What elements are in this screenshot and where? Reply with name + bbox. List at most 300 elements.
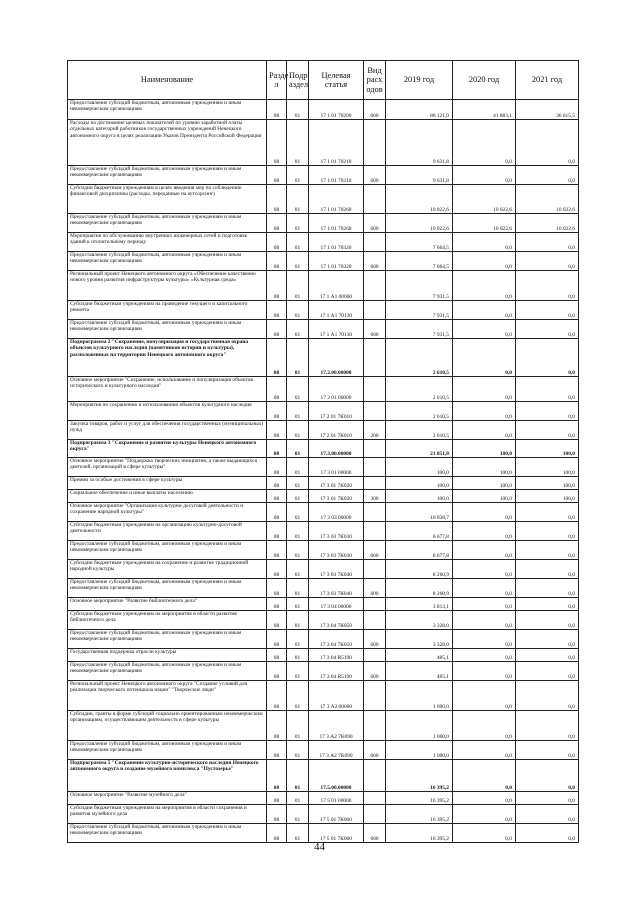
row-section: 08 (267, 166, 287, 185)
row-value-2019: 3 328,0 (386, 611, 453, 630)
row-name: Основное мероприятие "Поддержка творческих инициатив, а также выдающихся деятелей, организаций в сфере культуры" (68, 458, 267, 477)
row-expense-type (364, 301, 386, 320)
row-subsection: 01 (287, 522, 309, 541)
row-name: Субсидии бюджетным учреждениям на сохранение и развитие традиционной народной культуры (68, 560, 267, 579)
table-row (68, 503, 579, 522)
table-row (68, 611, 579, 630)
row-value-2021: 0,0 (516, 760, 579, 792)
row-value-2021: 100,0 (516, 458, 579, 477)
row-value-2019: 100,0 (386, 490, 453, 503)
row-target-article: 17 1 А1 70130 (309, 320, 364, 339)
row-target-article: 17 1 01 70260 (309, 214, 364, 233)
row-name: Мероприятия по обслуживанию внутренних инженерных сетей и подготовке зданий к отопительному периоду (68, 233, 267, 252)
row-value-2019: 1 000,0 (386, 741, 453, 760)
row-subsection: 01 (287, 214, 309, 233)
row-expense-type (364, 560, 386, 579)
table-row (68, 377, 579, 402)
row-subsection: 01 (287, 579, 309, 598)
row-name: Региональный проект Ненецкого автономного округа «Обеспечение качественно нового уровня развития инфраструктуры культуры» «Культурная среда» (68, 271, 267, 301)
row-section: 08 (267, 339, 287, 377)
table-row (68, 477, 579, 490)
row-value-2019: 10 022,6 (386, 185, 453, 214)
row-subsection: 01 (287, 120, 309, 166)
row-value-2019: 16 938,7 (386, 503, 453, 522)
header-2019: 2019 год (386, 61, 453, 100)
row-expense-type: 600 (364, 630, 386, 649)
row-name: Основное мероприятие "Сохранение, использование и популяризация объектов исторического и культурного наследия" (68, 377, 267, 402)
table-row (68, 402, 579, 421)
row-value-2019: 7 931,5 (386, 271, 453, 301)
row-subsection: 01 (287, 541, 309, 560)
row-target-article: 17 3 01 00000 (309, 458, 364, 477)
row-expense-type (364, 681, 386, 711)
row-expense-type (364, 271, 386, 301)
row-value-2020: 100,0 (453, 490, 516, 503)
table-row (68, 579, 579, 598)
row-subsection: 01 (287, 598, 309, 611)
row-section: 08 (267, 579, 287, 598)
row-value-2021: 0,0 (516, 681, 579, 711)
row-value-2021: 0,0 (516, 377, 579, 402)
row-section: 08 (267, 252, 287, 271)
row-target-article: 17 1 01 70320 (309, 252, 364, 271)
row-target-article: 17 3 01 7К020 (309, 490, 364, 503)
row-value-2021: 0,0 (516, 649, 579, 662)
row-target-article: 17 3 01 7К020 (309, 477, 364, 490)
row-value-2019: 485,1 (386, 662, 453, 681)
row-section: 08 (267, 477, 287, 490)
row-subsection: 01 (287, 421, 309, 440)
table-row (68, 824, 579, 843)
row-target-article: 17 3 04 00000 (309, 598, 364, 611)
row-subsection: 01 (287, 792, 309, 805)
table-row (68, 166, 579, 185)
row-value-2021: 0,0 (516, 166, 579, 185)
row-subsection: 01 (287, 233, 309, 252)
row-value-2020: 0,0 (453, 824, 516, 843)
row-subsection: 01 (287, 503, 309, 522)
table-row (68, 598, 579, 611)
budget-table (67, 60, 579, 843)
row-value-2021: 0,0 (516, 421, 579, 440)
row-value-2019: 8 677,8 (386, 541, 453, 560)
row-name: Основное мероприятие "Организация культурно-досуговой деятельности и сохранение народной культуры" (68, 503, 267, 522)
row-value-2019: 1 000,0 (386, 681, 453, 711)
row-name: Предоставление субсидий бюджетным, автономным учреждениям и иным некоммерческим организациям (68, 630, 267, 649)
row-subsection: 01 (287, 339, 309, 377)
row-value-2021: 0,0 (516, 503, 579, 522)
row-name: Предоставление субсидий бюджетным, автономным учреждениям и иным некоммерческим организациям (68, 662, 267, 681)
row-value-2021: 0,0 (516, 560, 579, 579)
table-row (68, 792, 579, 805)
table-row (68, 541, 579, 560)
row-expense-type (364, 805, 386, 824)
row-section: 08 (267, 440, 287, 458)
row-value-2020: 0,0 (453, 760, 516, 792)
row-value-2020: 0,0 (453, 402, 516, 421)
row-expense-type: 600 (364, 541, 386, 560)
row-section: 08 (267, 522, 287, 541)
row-target-article: 17 1 01 70260 (309, 185, 364, 214)
table-row (68, 252, 579, 271)
table-row (68, 760, 579, 792)
row-expense-type (364, 377, 386, 402)
row-value-2021: 0,0 (516, 805, 579, 824)
row-subsection: 01 (287, 681, 309, 711)
row-subsection: 01 (287, 440, 309, 458)
row-name: Премии за особые достижения в сфере культуры (68, 477, 267, 490)
row-expense-type: 600 (364, 662, 386, 681)
row-expense-type: 600 (364, 741, 386, 760)
row-value-2021: 0,0 (516, 711, 579, 741)
header-subsection: Подр аздел (287, 61, 309, 100)
row-target-article: 17 3 03 7К030 (309, 522, 364, 541)
row-section: 08 (267, 541, 287, 560)
table-header-row (68, 61, 579, 100)
table-row (68, 805, 579, 824)
row-target-article: 17.5.00.00000 (309, 760, 364, 792)
row-value-2020: 0,0 (453, 421, 516, 440)
row-expense-type (364, 440, 386, 458)
row-section: 08 (267, 320, 287, 339)
row-subsection: 01 (287, 402, 309, 421)
row-value-2021: 0,0 (516, 541, 579, 560)
row-name: Подпрограмма 2 "Сохранение, популяризация и государственная охрана объектов культурного наследия (памятников истории и культуры), расположенных на территории Ненецкого автономного округа" (68, 339, 267, 377)
row-section: 08 (267, 805, 287, 824)
row-subsection: 01 (287, 649, 309, 662)
row-value-2020: 0,0 (453, 741, 516, 760)
row-section: 08 (267, 120, 287, 166)
row-target-article: 17 2 01 7К010 (309, 421, 364, 440)
row-value-2020: 0,0 (453, 233, 516, 252)
row-value-2021: 0,0 (516, 301, 579, 320)
row-value-2020: 0,0 (453, 805, 516, 824)
row-value-2019: 16 395,2 (386, 760, 453, 792)
row-expense-type: 600 (364, 579, 386, 598)
table-row (68, 271, 579, 301)
row-section: 08 (267, 630, 287, 649)
table-row (68, 421, 579, 440)
row-expense-type: 600 (364, 320, 386, 339)
row-expense-type (364, 477, 386, 490)
row-value-2021: 100,0 (516, 490, 579, 503)
table-row (68, 681, 579, 711)
row-subsection: 01 (287, 760, 309, 792)
row-name: Субсидии, гранты в форме субсидий социально ориентированным некоммерческим организациям, осуществляющим деятельность в сфере культуры (68, 711, 267, 741)
row-value-2019: 2 610,5 (386, 421, 453, 440)
row-expense-type: 600 (364, 214, 386, 233)
table-row (68, 440, 579, 458)
row-subsection: 01 (287, 824, 309, 843)
row-subsection: 01 (287, 630, 309, 649)
row-value-2020: 0,0 (453, 649, 516, 662)
row-subsection: 01 (287, 301, 309, 320)
row-value-2021: 0,0 (516, 611, 579, 630)
row-name: Предоставление субсидий бюджетным, автономным учреждениям и иным некоммерческим организациям (68, 100, 267, 120)
row-target-article: 17 5 01 7К060 (309, 824, 364, 843)
row-expense-type (364, 503, 386, 522)
row-value-2021: 0,0 (516, 579, 579, 598)
row-value-2020: 0,0 (453, 252, 516, 271)
row-value-2020: 0,0 (453, 120, 516, 166)
row-section: 08 (267, 824, 287, 843)
row-value-2020: 0,0 (453, 630, 516, 649)
row-expense-type (364, 611, 386, 630)
row-subsection: 01 (287, 560, 309, 579)
row-subsection: 01 (287, 320, 309, 339)
row-target-article: 17 3 А2 00000 (309, 681, 364, 711)
row-section: 08 (267, 792, 287, 805)
row-target-article: 17 1 01 70200 (309, 100, 364, 120)
row-target-article: 17 3 03 00000 (309, 503, 364, 522)
row-section: 08 (267, 490, 287, 503)
row-expense-type (364, 649, 386, 662)
row-expense-type: 600 (364, 824, 386, 843)
row-value-2019: 21 851,8 (386, 440, 453, 458)
row-value-2019: 100,0 (386, 477, 453, 490)
row-expense-type (364, 792, 386, 805)
row-value-2020: 0,0 (453, 611, 516, 630)
row-target-article: 17 1 01 70210 (309, 120, 364, 166)
page-number: 44 (314, 841, 325, 853)
row-name: Предоставление субсидий бюджетным, автономным учреждениям и иным некоммерческим организациям (68, 214, 267, 233)
row-target-article: 17 2 01 00000 (309, 377, 364, 402)
row-target-article: 17 2 01 7К010 (309, 402, 364, 421)
table-row (68, 100, 579, 120)
row-value-2021: 0,0 (516, 662, 579, 681)
row-name: Основное мероприятие "Развитие библиотечного дела" (68, 598, 267, 611)
row-value-2019: 100,0 (386, 458, 453, 477)
table-row (68, 490, 579, 503)
row-value-2021: 0,0 (516, 233, 579, 252)
row-subsection: 01 (287, 185, 309, 214)
row-target-article: 17.2.00.00000 (309, 339, 364, 377)
row-expense-type (364, 185, 386, 214)
row-section: 08 (267, 421, 287, 440)
row-value-2020: 0,0 (453, 598, 516, 611)
row-section: 08 (267, 681, 287, 711)
row-value-2020: 10 022,6 (453, 214, 516, 233)
row-subsection: 01 (287, 711, 309, 741)
row-name: Субсидии бюджетным учреждениям на мероприятия в области развития библиотечного дела (68, 611, 267, 630)
row-value-2021: 0,0 (516, 271, 579, 301)
row-section: 08 (267, 100, 287, 120)
row-value-2021: 36 615,5 (516, 100, 579, 120)
row-target-article: 17 3 А2 7К090 (309, 741, 364, 760)
table-row (68, 741, 579, 760)
row-value-2019: 16 395,2 (386, 792, 453, 805)
table-row (68, 458, 579, 477)
header-expense-type: Вид расх одов (364, 61, 386, 100)
row-value-2019: 2 610,5 (386, 402, 453, 421)
table-row (68, 320, 579, 339)
row-value-2020: 100,0 (453, 440, 516, 458)
row-value-2019: 9 631,8 (386, 120, 453, 166)
row-subsection: 01 (287, 377, 309, 402)
row-name: Подпрограмма 3 "Сохранение и развитие культуры Ненецкого автономного округа" (68, 440, 267, 458)
row-expense-type: 600 (364, 252, 386, 271)
row-expense-type (364, 402, 386, 421)
row-value-2019: 3 328,0 (386, 630, 453, 649)
row-name: Основное мероприятие "Развитие музейного дела" (68, 792, 267, 805)
table-row (68, 630, 579, 649)
row-target-article: 17 3 04 R5190 (309, 662, 364, 681)
budget-table-sheet (67, 60, 578, 843)
row-value-2019: 7 664,5 (386, 252, 453, 271)
row-value-2019: 7 931,5 (386, 320, 453, 339)
row-section: 08 (267, 503, 287, 522)
row-expense-type: 200 (364, 421, 386, 440)
row-expense-type (364, 458, 386, 477)
row-value-2021: 0,0 (516, 630, 579, 649)
row-value-2021: 0,0 (516, 522, 579, 541)
row-value-2020: 10 022,6 (453, 185, 516, 214)
row-subsection: 01 (287, 611, 309, 630)
row-expense-type (364, 233, 386, 252)
table-row (68, 711, 579, 741)
table-body (68, 100, 579, 843)
row-target-article: 17 3 03 7К040 (309, 579, 364, 598)
table-row (68, 185, 579, 214)
row-value-2019: 9 631,8 (386, 166, 453, 185)
row-expense-type (364, 711, 386, 741)
row-value-2020: 0,0 (453, 320, 516, 339)
table-row (68, 560, 579, 579)
row-name: Предоставление субсидий бюджетным, автономным учреждениям и иным некоммерческим организациям (68, 166, 267, 185)
row-section: 08 (267, 760, 287, 792)
row-name: Предоставление субсидий бюджетным, автономным учреждениям и иным некоммерческим организациям (68, 541, 267, 560)
row-target-article: 17 3 03 7К030 (309, 541, 364, 560)
row-target-article: 17 1 А1 70130 (309, 301, 364, 320)
row-expense-type (364, 339, 386, 377)
row-subsection: 01 (287, 458, 309, 477)
row-section: 08 (267, 377, 287, 402)
row-section: 08 (267, 214, 287, 233)
table-row (68, 214, 579, 233)
table-row (68, 339, 579, 377)
row-value-2021: 0,0 (516, 320, 579, 339)
row-value-2020: 0,0 (453, 377, 516, 402)
row-section: 08 (267, 301, 287, 320)
row-name: Предоставление субсидий бюджетным, автономным учреждениям и иным некоммерческим организациям (68, 320, 267, 339)
row-value-2021: 0,0 (516, 120, 579, 166)
table-row (68, 662, 579, 681)
row-section: 08 (267, 271, 287, 301)
row-value-2021: 0,0 (516, 792, 579, 805)
row-value-2021: 10 022,6 (516, 185, 579, 214)
row-value-2020: 0,0 (453, 503, 516, 522)
row-value-2019: 7 931,5 (386, 301, 453, 320)
row-section: 08 (267, 560, 287, 579)
table-row (68, 522, 579, 541)
table-row (68, 120, 579, 166)
row-value-2020: 0,0 (453, 560, 516, 579)
row-value-2021: 0,0 (516, 824, 579, 843)
row-name: Региональный проект Ненецкого автономного округа "Создание условий для реализации творческого потенциала нации" "Творческие люди" (68, 681, 267, 711)
row-value-2020: 41 883,1 (453, 100, 516, 120)
row-value-2021: 100,0 (516, 477, 579, 490)
row-value-2019: 8 260,9 (386, 560, 453, 579)
row-subsection: 01 (287, 477, 309, 490)
row-value-2019: 10 022,6 (386, 214, 453, 233)
row-name: Предоставление субсидий бюджетным, автономным учреждениям и иным некоммерческим организациям (68, 824, 267, 843)
row-value-2019: 16 395,2 (386, 805, 453, 824)
row-subsection: 01 (287, 662, 309, 681)
header-section: Разде л (267, 61, 287, 100)
row-value-2021: 0,0 (516, 402, 579, 421)
row-name: Подпрограмма 5 "Сохранение культурно-исторического наследия Ненецкого автономного округа и создание музейного комплекса "Пустозерье" (68, 760, 267, 792)
row-section: 08 (267, 741, 287, 760)
row-name: Субсидии бюджетным учреждениям на мероприятия в области сохранения и развития музейного дела (68, 805, 267, 824)
row-target-article: 17 1 01 70210 (309, 166, 364, 185)
row-target-article: 17 3 А2 7К090 (309, 711, 364, 741)
row-section: 08 (267, 649, 287, 662)
row-value-2020: 0,0 (453, 792, 516, 805)
row-section: 08 (267, 233, 287, 252)
row-subsection: 01 (287, 805, 309, 824)
row-value-2020: 100,0 (453, 458, 516, 477)
row-value-2020: 0,0 (453, 711, 516, 741)
row-value-2019: 86 121,0 (386, 100, 453, 120)
row-value-2021: 100,0 (516, 440, 579, 458)
row-expense-type (364, 120, 386, 166)
row-value-2019: 16 395,2 (386, 824, 453, 843)
row-value-2019: 1 000,0 (386, 711, 453, 741)
row-value-2019: 8 677,8 (386, 522, 453, 541)
row-value-2020: 100,0 (453, 477, 516, 490)
row-name: Закупка товаров, работ и услуг для обеспечения государственных (муниципальных) нужд (68, 421, 267, 440)
row-expense-type (364, 760, 386, 792)
row-target-article: 17 1 А1 00000 (309, 271, 364, 301)
row-target-article: 17 1 01 70320 (309, 233, 364, 252)
row-target-article: 17 3 03 7К040 (309, 560, 364, 579)
row-section: 08 (267, 662, 287, 681)
header-2020: 2020 год (453, 61, 516, 100)
row-name: Субсидии бюджетным учреждениям на организацию культурно-досуговой деятельности (68, 522, 267, 541)
row-value-2019: 3 813,1 (386, 598, 453, 611)
row-name: Расходы на достижение целевых показателей по уровню заработной платы отдельных категорий работников государственных учреждений Ненецкого автономного округа в целях реализации Указов Президента Российской Федерации (68, 120, 267, 166)
row-target-article: 17 3 04 7К050 (309, 630, 364, 649)
row-name: Социальное обеспечение и иные выплаты населению (68, 490, 267, 503)
row-value-2021: 0,0 (516, 252, 579, 271)
table-row (68, 301, 579, 320)
row-target-article: 17 5 01 7К060 (309, 805, 364, 824)
row-name: Субсидии бюджетным учреждениям в целях введения мер по соблюдению финансовой дисциплины (расходы, переданные на аутсорсинг) (68, 185, 267, 214)
table-row (68, 233, 579, 252)
row-target-article: 17 5 01 00000 (309, 792, 364, 805)
row-expense-type: 600 (364, 100, 386, 120)
header-name: Наименование (68, 61, 267, 100)
row-subsection: 01 (287, 100, 309, 120)
row-subsection: 01 (287, 166, 309, 185)
row-name: Предоставление субсидий бюджетным, автономным учреждениям и иным некоммерческим организациям (68, 252, 267, 271)
row-value-2021: 0,0 (516, 741, 579, 760)
row-section: 08 (267, 598, 287, 611)
row-expense-type (364, 522, 386, 541)
row-section: 08 (267, 611, 287, 630)
row-target-article: 17 3 04 7К050 (309, 611, 364, 630)
row-subsection: 01 (287, 490, 309, 503)
row-value-2019: 2 610,5 (386, 339, 453, 377)
row-name: Предоставление субсидий бюджетным, автономным учреждениям и иным некоммерческим организациям (68, 579, 267, 598)
row-subsection: 01 (287, 741, 309, 760)
row-name: Субсидии бюджетным учреждениям на проведение текущего и капитального ремонта (68, 301, 267, 320)
row-subsection: 01 (287, 271, 309, 301)
row-value-2020: 0,0 (453, 579, 516, 598)
row-value-2019: 2 610,5 (386, 377, 453, 402)
row-section: 08 (267, 458, 287, 477)
row-value-2020: 0,0 (453, 662, 516, 681)
